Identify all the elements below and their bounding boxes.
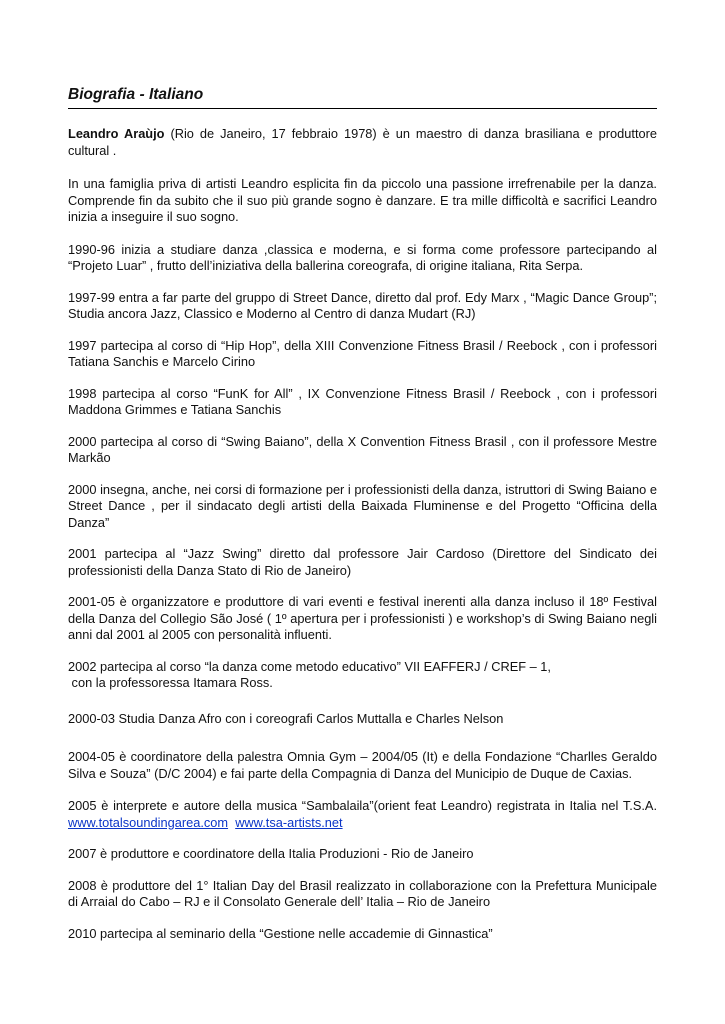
paragraph-2004-05: 2004-05 è coordinatore della palestra Omnia Gym – 2004/05 (It) e della Fondazione “Charlles Geraldo Silva e Souza” (D/C 2004) e fai parte della Compagnia di Danza del Municipio de Duque de Caxias.: [68, 749, 657, 781]
page-title: Biografia - Italiano: [68, 86, 657, 109]
intro-paragraph: [68, 126, 657, 159]
paragraph-2002-line2: con la professoressa Itamara Ross.: [68, 675, 273, 690]
link-tsa-artists[interactable]: www.tsa-artists.net: [235, 814, 343, 830]
paragraph-2000-teaching: 2000 insegna, anche, nei corsi di formazione per i professionisti della danza, istruttori di Swing Baiano e Street Dance , per il sindacato degli artisti della Baixada Fluminense e del Progetto “Officina della Danza”: [68, 481, 657, 530]
paragraph-1997-99: 1997-99 entra a far parte del gruppo di Street Dance, diretto dal prof. Edy Marx , “Magic Dance Group”; Studia ancora Jazz, Classico e Moderno al Centro di danza Mudart (RJ): [68, 289, 657, 321]
paragraph-family: In una famiglia priva di artisti Leandro esplicita fin da piccolo una passione irrefrenabile per la danza. Comprende fin da subito che il suo più grande sogno è danzare. E tra mille difficoltà e sacrifici Leandro inizia a inseguire il suo sogno.: [68, 176, 657, 224]
paragraph-2002: [68, 659, 657, 692]
paragraph-2001: 2001 partecipa al “Jazz Swing” diretto dal professore Jair Cardoso (Direttore del Sindicato dei professionisti della Danza Stato di Rio de Janeiro): [68, 546, 657, 578]
paragraph-2000-swing: 2000 partecipa al corso di “Swing Baiano”, della X Convention Fitness Brasil , con il professore Mestre Markão: [68, 433, 657, 465]
person-name: Leandro Araùjo: [68, 126, 165, 141]
paragraph-2002-line1: 2002 partecipa al corso “la danza come metodo educativo” VII EAFFERJ / CREF – 1,: [68, 658, 551, 674]
paragraph-2005-text: 2005 è interprete e autore della musica “Sambalaila”(orient feat Leandro) registrata in Italia nel T.S.A.: [68, 798, 657, 813]
paragraph-1990: 1990-96 inizia a studiare danza ,classica e moderna, e si forma come professore partecipando al “Projeto Luar” , frutto dell’iniziativa della ballerina coreografa, di origine italiana, Rita Serpa.: [68, 241, 657, 273]
intro-text: (Rio de Janeiro, 17 febbraio 1978) è un maestro di danza brasiliana e produttore cultural .: [68, 126, 657, 158]
paragraph-2000-03: 2000-03 Studia Danza Afro con i coreografi Carlos Muttalla e Charles Nelson: [68, 710, 504, 726]
paragraph-2001-05: 2001-05 è organizzatore e produttore di vari eventi e festival inerenti alla danza incluso il 18º Festival della Danza del Collegio São José ( 1º apertura per i professionisti ) e workshop’s di Swing Baiano negli anni dal 2001 al 2005 con personalità influenti.: [68, 594, 657, 642]
paragraph-2005: [68, 798, 657, 831]
paragraph-1997: 1997 partecipa al corso di “Hip Hop”, della XIII Convenzione Fitness Brasil / Reebock , con i professori Tatiana Sanchis e Marcelo Cirino: [68, 337, 657, 369]
link-totalsoundingarea[interactable]: www.totalsoundingarea.com: [68, 814, 229, 830]
document-body: [68, 126, 657, 942]
paragraph-1998: 1998 partecipa al corso “FunK for All” , IX Convenzione Fitness Brasil / Reebock , con i professori Maddona Grimmes e Tatiana Sanchis: [68, 385, 657, 417]
paragraph-2008: 2008 è produttore del 1° Italian Day del Brasil realizzato in collaborazione con la Prefettura Municipale di Arraial do Cabo – RJ e il Consolato Generale dell’ Italia – Rio de Janeiro: [68, 877, 657, 909]
paragraph-2010: 2010 partecipa al seminario della “Gestione nelle accademie di Ginnastica”: [68, 925, 493, 941]
paragraph-2007: 2007 è produttore e coordinatore della Italia Produzioni - Rio de Janeiro: [68, 846, 474, 861]
